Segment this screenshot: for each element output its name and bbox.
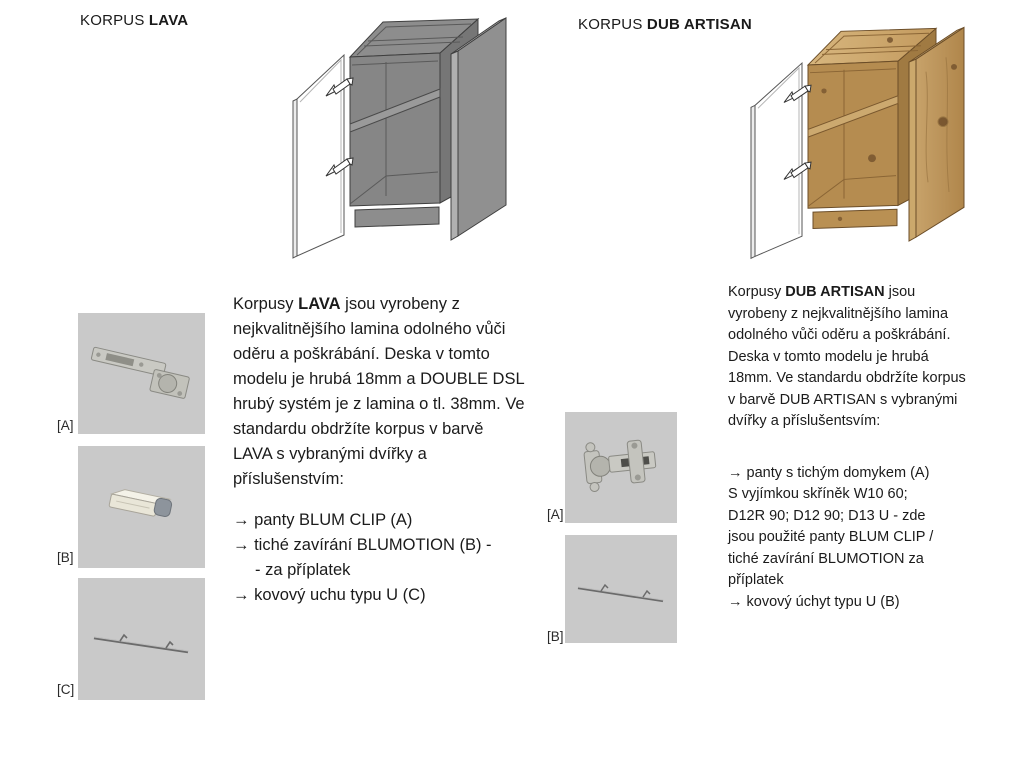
hardware-image-box-b [78, 446, 205, 568]
cabinet-open-door [293, 55, 344, 258]
title-bold: LAVA [148, 12, 189, 29]
feature-item: → kovový uchu typu U (C) [233, 586, 426, 604]
lava-cabinet-illustration [282, 4, 520, 266]
blumotion-damper-image [78, 446, 205, 568]
hardware-label-c: [C] [57, 682, 75, 697]
lava-description [233, 292, 525, 608]
feature-item: D12R 90; D12 90; D13 U - zde [728, 507, 926, 524]
feature-item: tiché zavírání BLUMOTION za [728, 550, 924, 567]
hardware-label-b: [B] [57, 550, 74, 565]
artisan-description [728, 282, 968, 613]
artisan-cabinet-illustration [740, 14, 978, 266]
cabinet-interior [350, 53, 440, 206]
title-bold: DUB ARTISAN [646, 16, 752, 33]
hardware-label-a: [A] [547, 507, 564, 522]
feature-item: jsou použité panty BLUM CLIP / [728, 529, 934, 545]
soft-close-hinge-image [565, 412, 677, 523]
hardware-image-box-a [78, 313, 205, 434]
u-handle-rail-image [565, 535, 677, 643]
desc-bold: DUB ARTISAN [785, 284, 885, 300]
artisan-feature-list [728, 463, 968, 614]
feature-item: → tiché zavírání BLUMOTION (B) - [233, 536, 492, 554]
feature-item: → panty s tichým domykem (A) [728, 464, 930, 481]
decor-side-panel [909, 27, 964, 241]
desc-prefix: Korpusy [233, 295, 299, 313]
cabinet-interior [808, 61, 898, 208]
hardware-label-b: [B] [547, 629, 564, 644]
cabinet-plinth [355, 207, 439, 227]
blum-clip-hinge-image [78, 313, 205, 434]
hardware-image-box-c [78, 578, 205, 700]
desc-prefix: Korpusy [728, 284, 786, 300]
feature-item: → panty BLUM CLIP (A) [233, 511, 413, 529]
hardware-image-box-b [565, 535, 677, 643]
cabinet-open-door [751, 63, 802, 258]
feature-item: příplatek [728, 572, 784, 588]
korpus-dub-artisan-title [578, 16, 752, 33]
decor-side-panel [451, 18, 506, 240]
korpus-lava-title [80, 12, 188, 29]
hardware-label-a: [A] [57, 418, 74, 433]
title-prefix: KORPUS [578, 16, 647, 33]
desc-bold: LAVA [298, 295, 341, 313]
title-prefix: KORPUS [80, 12, 149, 29]
feature-item: → kovový úchyt typu U (B) [728, 593, 900, 610]
hardware-image-box-a [565, 412, 677, 523]
desc-rest: jsou vyrobeny z nejkvalitnějšího lamina odolného vůči oděru a poškrábání. Deska v tomto modelu je hrubá 18mm. Ve standardu obdržíte korpus v barvě DUB ARTISAN s vybranými dvířky a příslušentsvím: [728, 284, 966, 429]
feature-item: - za příplatek [255, 561, 351, 579]
cabinet-plinth [813, 209, 897, 228]
lava-feature-list [233, 508, 525, 608]
feature-item: S vyjímkou skříněk W10 60; [728, 486, 908, 502]
u-handle-rail-image [78, 578, 205, 700]
desc-rest: jsou vyrobeny z nejkvalitnějšího lamina odolného vůči oděru a poškrábání. Deska v tomto modelu je hrubá 18mm a DOUBLE DSL hrubý systém je z lamina o tl. 38mm. Ve standardu obdržíte korpus v barvě LAVA s vybranými dvířky a příslušenstvím: [233, 295, 525, 488]
